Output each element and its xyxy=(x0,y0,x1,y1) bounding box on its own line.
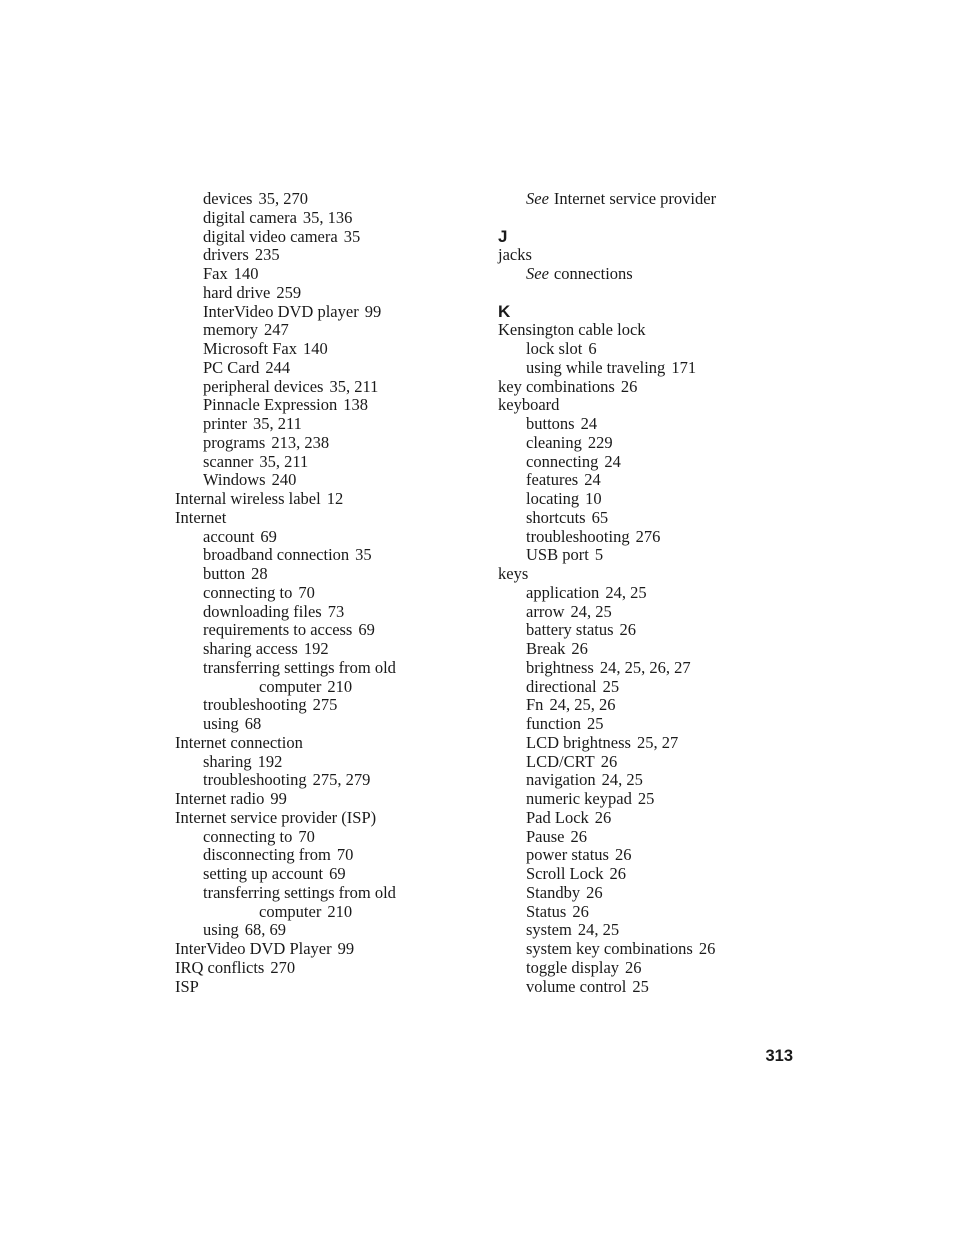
index-subentry xyxy=(498,846,798,865)
entry-page-numbers: 235 xyxy=(254,245,280,265)
entry-page-numbers: 210 xyxy=(327,901,353,921)
index-subentry xyxy=(175,415,475,434)
entry-term: InterVideo DVD player xyxy=(203,301,359,321)
index-subentry xyxy=(175,359,475,378)
index-subentry xyxy=(498,546,798,565)
entry-page-numbers: 24 xyxy=(580,414,598,433)
entry-page-numbers: 5 xyxy=(594,545,604,565)
index-entry xyxy=(175,940,475,959)
entry-page-numbers: 244 xyxy=(265,357,291,377)
index-subentry xyxy=(175,434,475,453)
entry-term: Internet connection xyxy=(175,732,303,752)
entry-term: Scroll Lock xyxy=(526,864,604,883)
index-subentry xyxy=(175,640,475,659)
entry-term: Pad Lock xyxy=(526,807,589,827)
index-subentry xyxy=(175,246,475,265)
entry-page-numbers: 26 xyxy=(619,620,637,640)
entry-term: function xyxy=(526,714,581,733)
index-subentry xyxy=(498,959,798,978)
entry-term: devices xyxy=(203,189,253,208)
entry-page-numbers: 70 xyxy=(298,582,315,602)
entry-page-numbers: 24, 25 xyxy=(570,601,612,621)
entry-page-numbers: 35, 211 xyxy=(259,451,309,471)
entry-page-numbers: 240 xyxy=(271,470,297,490)
entry-page-numbers: 26 xyxy=(572,901,589,921)
entry-page-numbers: 275, 279 xyxy=(312,770,371,790)
index-entry xyxy=(175,978,475,997)
entry-page-numbers: 26 xyxy=(614,845,632,865)
entry-term: Internet radio xyxy=(175,789,265,808)
index-subentry xyxy=(175,565,475,584)
entry-term: connecting to xyxy=(203,826,293,846)
index-subentry xyxy=(498,490,798,509)
entry-term: volume control xyxy=(526,976,627,996)
entry-page-numbers: 213, 238 xyxy=(271,432,330,452)
entry-term: transferring settings from old xyxy=(203,882,396,902)
index-subentry xyxy=(498,359,798,378)
index-entry xyxy=(175,959,475,978)
entry-page-numbers: 99 xyxy=(270,789,287,808)
index-entry xyxy=(175,734,475,753)
index-subentry xyxy=(175,715,475,734)
entry-term: key combinations xyxy=(498,376,615,396)
see-reference-label: See xyxy=(526,189,549,208)
entry-page-numbers: 6 xyxy=(588,339,597,358)
entry-page-numbers: 24, 25 xyxy=(605,582,647,602)
entry-term: Fax xyxy=(203,264,228,283)
entry-page-numbers: 138 xyxy=(343,395,369,415)
index-subentry xyxy=(498,734,798,753)
entry-term: system xyxy=(526,920,572,940)
entry-term: hard drive xyxy=(203,282,271,302)
index-subentry xyxy=(175,209,475,228)
entry-term: scanner xyxy=(203,451,254,471)
entry-term: Kensington cable lock xyxy=(498,320,646,340)
entry-page-numbers: 10 xyxy=(585,489,602,508)
see-reference-label: See xyxy=(526,264,549,283)
entry-page-numbers: 26 xyxy=(594,807,612,827)
index-subentry xyxy=(498,584,798,603)
entry-page-numbers: 25 xyxy=(632,976,649,996)
entry-term: Status xyxy=(526,901,567,921)
entry-page-numbers: 24, 25 xyxy=(577,920,620,940)
index-subentry xyxy=(498,621,798,640)
entry-page-numbers: 35, 136 xyxy=(302,207,353,227)
entry-term: numeric keypad xyxy=(526,789,632,808)
entry-page-numbers: 140 xyxy=(302,339,328,358)
entry-page-numbers: 275 xyxy=(312,695,338,715)
index-entry xyxy=(498,565,798,584)
index-entry xyxy=(175,490,475,509)
entry-page-numbers: 24 xyxy=(584,470,601,490)
index-subentry xyxy=(498,678,798,697)
index-subentry xyxy=(498,696,798,715)
index-subentry xyxy=(175,321,475,340)
index-subentry xyxy=(175,284,475,303)
entry-term: troubleshooting xyxy=(526,526,630,546)
entry-term: printer xyxy=(203,414,247,433)
entry-term: programs xyxy=(203,432,266,452)
entry-term: InterVideo DVD Player xyxy=(175,939,332,958)
entry-page-numbers: 192 xyxy=(257,751,283,771)
entry-page-numbers: 26 xyxy=(600,751,618,771)
entry-page-numbers: 26 xyxy=(698,939,716,958)
entry-term: toggle display xyxy=(526,957,620,977)
entry-term: Microsoft Fax xyxy=(203,339,297,358)
index-subentry xyxy=(498,453,798,472)
index-subentry xyxy=(175,771,475,790)
entry-term: power status xyxy=(526,845,609,865)
entry-page-numbers: 68, 69 xyxy=(244,920,287,940)
entry-term: Internal wireless label xyxy=(175,489,321,508)
entry-term: computer xyxy=(259,676,322,696)
index-subentry xyxy=(175,396,475,415)
index-subentry xyxy=(498,415,798,434)
entry-page-numbers: 192 xyxy=(303,639,329,658)
entry-term: digital video camera xyxy=(203,226,338,246)
entry-term: peripheral devices xyxy=(203,376,324,396)
index-letter-heading: K xyxy=(498,301,511,321)
entry-page-numbers: 35 xyxy=(355,545,372,565)
entry-page-numbers: 24 xyxy=(604,451,621,471)
entry-term: using xyxy=(203,920,239,940)
index-subentry xyxy=(175,621,475,640)
entry-term: LCD brightness xyxy=(526,732,631,752)
index-letter-heading: J xyxy=(498,226,508,246)
index-subentry xyxy=(175,228,475,247)
index-column-left xyxy=(175,190,475,996)
entry-term: Pinnacle Expression xyxy=(203,395,338,415)
index-entry xyxy=(175,809,475,828)
entry-term: ISP xyxy=(175,976,199,996)
index-subentry xyxy=(175,659,475,678)
index-subentry xyxy=(175,865,475,884)
entry-page-numbers: 24, 25 xyxy=(601,770,643,790)
index-entry xyxy=(175,509,475,528)
index-entry xyxy=(498,246,798,265)
entry-term: Internet service provider (ISP) xyxy=(175,807,377,827)
entry-page-numbers: 35, 211 xyxy=(329,376,379,396)
index-subentry xyxy=(498,790,798,809)
index-subentry xyxy=(175,303,475,322)
entry-page-numbers: 70 xyxy=(336,845,354,865)
entry-page-numbers: 69 xyxy=(260,526,277,546)
entry-term: digital camera xyxy=(203,207,297,227)
index-subentry xyxy=(498,603,798,622)
entry-term: Break xyxy=(526,639,566,658)
index-subentry xyxy=(498,509,798,528)
index-subentry xyxy=(498,715,798,734)
entry-page-numbers: 70 xyxy=(298,826,315,846)
index-subentry xyxy=(175,753,475,772)
index-subentry xyxy=(498,921,798,940)
index-subentry xyxy=(498,940,798,959)
entry-page-numbers: 99 xyxy=(364,301,382,321)
index-subentry xyxy=(498,865,798,884)
entry-term: Pause xyxy=(526,826,565,846)
entry-page-numbers: 270 xyxy=(270,957,296,977)
entry-term: downloading files xyxy=(203,601,322,621)
entry-page-numbers: 25 xyxy=(602,676,620,696)
index-subentry xyxy=(175,828,475,847)
entry-term: Internet service provider xyxy=(553,189,717,208)
entry-term: cleaning xyxy=(526,432,582,452)
entry-term: lock slot xyxy=(526,339,583,358)
index-subentry xyxy=(175,378,475,397)
entry-term: LCD/CRT xyxy=(526,751,595,771)
entry-term: battery status xyxy=(526,620,614,640)
entry-page-numbers: 26 xyxy=(570,826,587,846)
entry-term: using while traveling xyxy=(526,357,666,377)
index-subentry xyxy=(175,546,475,565)
index-subentry xyxy=(175,340,475,359)
entry-page-numbers: 25, 27 xyxy=(636,732,679,752)
entry-term: PC Card xyxy=(203,357,260,377)
index-subentry xyxy=(175,846,475,865)
index-subentry xyxy=(498,828,798,847)
index-subentry xyxy=(175,471,475,490)
index-entry xyxy=(175,790,475,809)
index-column-right xyxy=(498,190,798,996)
index-subentry xyxy=(498,978,798,997)
entry-term: memory xyxy=(203,320,258,340)
entry-page-numbers: 69 xyxy=(358,620,375,640)
index-subentry xyxy=(498,659,798,678)
entry-term: arrow xyxy=(526,601,565,621)
index-subentry xyxy=(498,528,798,547)
entry-term: brightness xyxy=(526,657,594,677)
entry-term: navigation xyxy=(526,770,596,790)
index-subentry xyxy=(175,265,475,284)
index-subentry xyxy=(175,884,475,903)
entry-term: troubleshooting xyxy=(203,770,307,790)
index-subentry xyxy=(498,340,798,359)
index-subentry xyxy=(498,640,798,659)
entry-page-numbers: 171 xyxy=(671,357,697,377)
entry-term: locating xyxy=(526,489,580,508)
entry-page-numbers: 69 xyxy=(329,864,346,883)
entry-term: using xyxy=(203,714,239,733)
index-subentry xyxy=(175,696,475,715)
entry-page-numbers: 26 xyxy=(609,864,626,883)
index-subentry xyxy=(498,434,798,453)
index-entry xyxy=(498,378,798,397)
entry-term: button xyxy=(203,564,246,583)
entry-term: Fn xyxy=(526,695,544,715)
entry-term: directional xyxy=(526,676,597,696)
index-subentry xyxy=(175,921,475,940)
entry-term: sharing xyxy=(203,751,252,771)
entry-page-numbers: 73 xyxy=(327,601,345,621)
entry-page-numbers: 65 xyxy=(591,507,609,527)
entry-term: connecting to xyxy=(203,582,293,602)
entry-term: disconnecting from xyxy=(203,845,331,865)
index-subentry xyxy=(175,584,475,603)
entry-term: broadband connection xyxy=(203,545,350,565)
entry-term: USB port xyxy=(526,545,589,565)
entry-page-numbers: 210 xyxy=(327,676,353,696)
entry-term: system key combinations xyxy=(526,939,693,958)
entry-page-numbers: 25 xyxy=(587,714,604,733)
entry-term: sharing access xyxy=(203,639,298,658)
entry-term: Standby xyxy=(526,882,581,902)
index-subentry xyxy=(498,771,798,790)
entry-page-numbers: 35, 270 xyxy=(258,189,308,208)
index-subentry xyxy=(498,809,798,828)
index-subentry xyxy=(498,884,798,903)
index-subentry xyxy=(498,903,798,922)
entry-term: IRQ conflicts xyxy=(175,957,265,977)
index-entry xyxy=(498,321,798,340)
entry-page-numbers: 26 xyxy=(586,882,603,902)
entry-term: shortcuts xyxy=(526,507,586,527)
entry-term: buttons xyxy=(526,414,575,433)
entry-term: application xyxy=(526,582,600,602)
entry-page-numbers: 26 xyxy=(571,639,588,658)
section-gap xyxy=(498,209,798,228)
entry-term: keyboard xyxy=(498,395,560,415)
entry-term: Internet xyxy=(175,507,227,527)
entry-page-numbers: 35, 211 xyxy=(252,414,302,433)
entry-page-numbers: 26 xyxy=(620,376,638,396)
entry-term: jacks xyxy=(498,245,532,265)
index-subentry xyxy=(175,903,475,922)
entry-page-numbers: 25 xyxy=(637,789,655,808)
entry-page-numbers: 99 xyxy=(337,939,355,958)
entry-page-numbers: 140 xyxy=(233,264,259,283)
entry-page-numbers: 259 xyxy=(276,282,302,302)
entry-term: setting up account xyxy=(203,864,324,883)
entry-page-numbers: 229 xyxy=(587,432,613,452)
entry-page-numbers: 26 xyxy=(625,957,642,977)
entry-term: transferring settings from old xyxy=(203,657,396,677)
entry-term: account xyxy=(203,526,255,546)
entry-page-numbers: 276 xyxy=(635,526,661,546)
entry-page-numbers: 68 xyxy=(244,714,262,733)
index-subentry xyxy=(498,753,798,772)
entry-term: keys xyxy=(498,564,529,583)
entry-term: requirements to access xyxy=(203,620,353,640)
index-subentry xyxy=(175,190,475,209)
section-gap xyxy=(498,284,798,303)
index-subentry xyxy=(175,678,475,697)
entry-page-numbers: 12 xyxy=(326,489,344,508)
index-subentry xyxy=(498,265,798,284)
entry-term: computer xyxy=(259,901,322,921)
entry-page-numbers: 24, 25, 26, 27 xyxy=(599,657,691,677)
entry-term: troubleshooting xyxy=(203,695,307,715)
index-subentry xyxy=(175,453,475,472)
entry-page-numbers: 35 xyxy=(343,226,361,246)
entry-page-numbers: 24, 25, 26 xyxy=(549,695,616,715)
entry-term: features xyxy=(526,470,579,490)
entry-term: Windows xyxy=(203,470,266,490)
index-subentry xyxy=(175,528,475,547)
entry-term: drivers xyxy=(203,245,249,265)
entry-term: connections xyxy=(553,264,633,283)
index-entry xyxy=(498,396,798,415)
entry-page-numbers: 247 xyxy=(264,320,289,340)
entry-page-numbers: 28 xyxy=(251,564,268,583)
index-subentry xyxy=(498,190,798,209)
page-number: 313 xyxy=(765,1047,793,1065)
index-subentry xyxy=(498,471,798,490)
entry-term: connecting xyxy=(526,451,599,471)
index-subentry xyxy=(175,603,475,622)
